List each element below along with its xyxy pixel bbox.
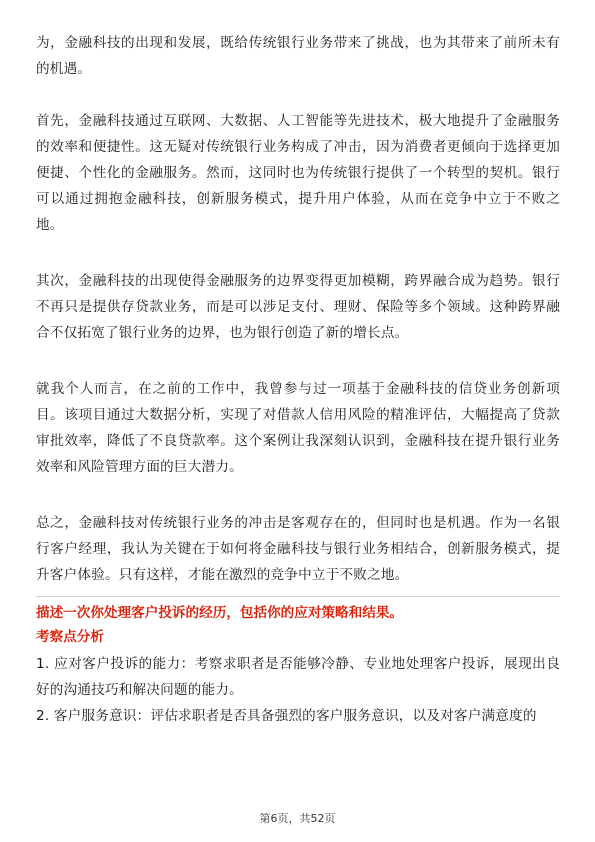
paragraph-personal-experience: 就我个人而言，在之前的工作中，我曾参与过一项基于金融科技的信贷业务创新项目。该项目通过大数据分析，实现了对借款人信用风险的精准评估，大幅提高了贷款审批效率，降低了不良贷款率。这个案例让我深刻认识到，金融科技在提升银行业务效率和风险管理方面的巨大潜力。	[36, 381, 560, 475]
paragraph-second-point: 其次，金融科技的出现使得金融服务的边界变得更加模糊，跨界融合成为趋势。银行不再只是提供存贷款业务，而是可以涉足支付、理财、保险等多个领域。这种跨界融合不仅拓宽了银行业务的边界，也为银行创造了新的增长点。	[36, 273, 560, 341]
section-divider	[36, 596, 560, 597]
page-number-footer: 第6页，共52页	[259, 812, 336, 825]
list-item: 2. 客户服务意识：评估求职者是否具备强烈的客户服务意识，以及对客户满意度的	[36, 708, 537, 724]
paragraph-intro: 为，金融科技的出现和发展，既给传统银行业务带来了挑战，也为其带来了前所未有的机遇。	[36, 35, 560, 77]
page-content	[36, 30, 560, 729]
paragraph-conclusion: 总之，金融科技对传统银行业务的冲击是客观存在的，但同时也是机遇。作为一名银行客户经理，我认为关键在于如何将金融科技与银行业务相结合，创新服务模式，提升客户体验。只有这样，才能在激烈的竞争中立于不败之地。	[36, 515, 560, 583]
list-item: 1. 应对客户投诉的能力：考察求职者是否能够冷静、专业地处理客户投诉，展现出良好的沟通技巧和解决问题的能力。	[36, 656, 560, 698]
section-title: 考察点分析	[36, 629, 104, 645]
interview-question: 描述一次你处理客户投诉的经历，包括你的应对策略和结果。	[36, 605, 404, 621]
paragraph-first-point: 首先，金融科技通过互联网、大数据、人工智能等先进技术，极大地提升了金融服务的效率和便捷性。这无疑对传统银行业务构成了冲击，因为消费者更倾向于选择更加便捷、个性化的金融服务。然而，这同时也为传统银行提供了一个转型的契机。银行可以通过拥抱金融科技，创新服务模式，提升用户体验，从而在竞争中立于不败之地。	[36, 113, 560, 233]
